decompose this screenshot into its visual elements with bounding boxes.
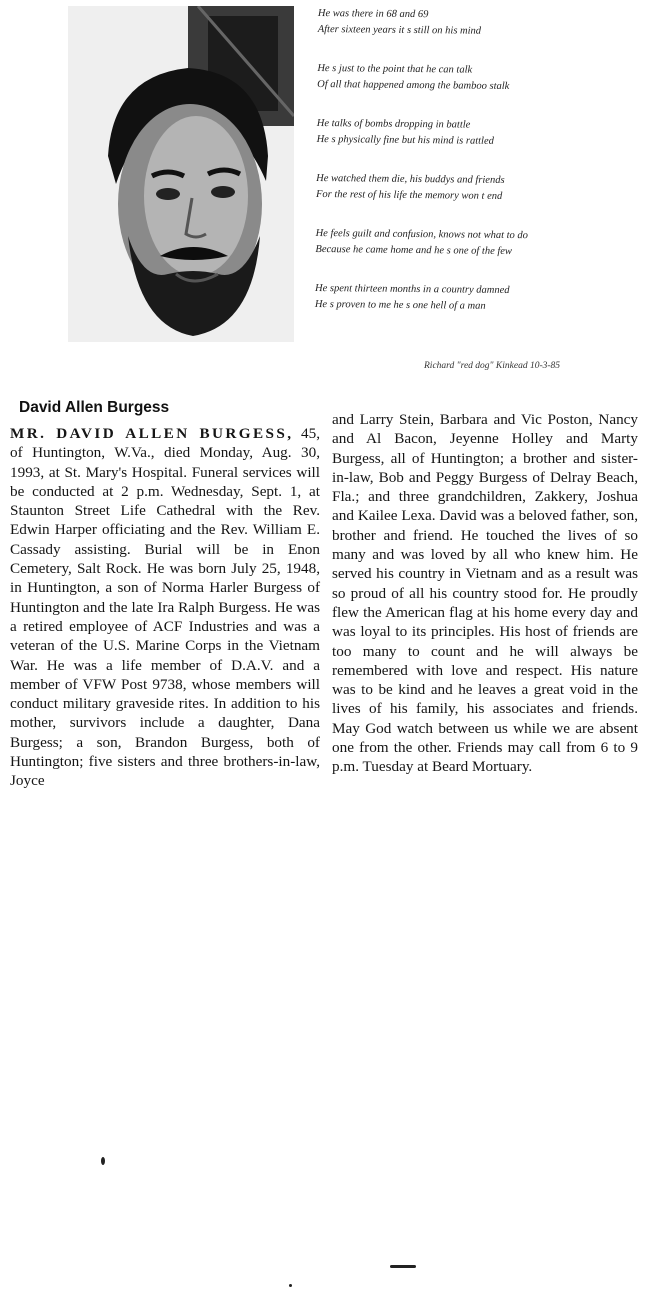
poem-attribution: Richard "red dog" Kinkead 10-3-85: [424, 361, 561, 371]
scan-speck: [101, 1157, 105, 1165]
scan-speck: [289, 1284, 292, 1287]
portrait-photo: [68, 6, 294, 342]
poem-line: After sixteen years it s still on his mind: [317, 23, 482, 37]
poem-stanza-3: [317, 116, 647, 151]
obituary-column-2-text: and Larry Stein, Barbara and Vic Poston, Nancy and Al Bacon, Jeyenne Holley and Marty Burgess, all of Huntington; a brother and sister-in-law, Bob and Peggy Burgess of Delray Beach, Fla.; and three grandchildren, Zakkery, Joshua and Kailee Lexa. David was a beloved father, son, brother and friend. He touched the lives of so many and was loved by all who knew him. He served his country in Vietnam and as a result was so proud of all his country stood for. He proudly flew the American flag at his home every day and was loyal to its principles. His host of friends are too many to count and he will always be remembered with love and respect. His nature was to be kind and he leaves a great void in the lives of his family, his associates and friends. May God watch between us while we are absent one from the other. Friends may call from 6 to 9 p.m. Tuesday at Beard Mortuary.: [332, 411, 638, 776]
poem-line: Because he came home and he s one of the few: [315, 243, 513, 258]
poem-line: He talks of bombs dropping in battle: [316, 117, 471, 131]
obituary-column-1: [10, 424, 320, 791]
poem-line: He s just to the point that he can talk: [317, 62, 473, 76]
poem: [315, 6, 648, 339]
poem-stanza-2: [317, 61, 647, 96]
poem-line: He s proven to me he s one hell of a man: [314, 298, 486, 312]
poem-stanza-4: [316, 171, 646, 206]
portrait-illustration: [68, 6, 294, 342]
poem-stanza-6: [315, 281, 645, 316]
obituary-lead-name: MR. DAVID ALLEN BURGESS,: [10, 425, 294, 442]
poem-line: He s physically fine but his mind is rattled: [316, 133, 494, 147]
poem-line: He spent thirteen months in a country damned: [314, 282, 510, 297]
poem-line: He watched them die, his buddys and friends: [316, 172, 505, 186]
obituary-headline: David Allen Burgess: [19, 399, 170, 416]
scan-speck: [390, 1265, 416, 1268]
poem-line: He feels guilt and confusion, knows not what to do: [315, 227, 528, 242]
poem-stanza-5: [315, 226, 645, 261]
poem-stanza-1: [318, 6, 648, 41]
obituary-column-1-text: 45, of Huntington, W.Va., died Monday, Aug. 30, 1993, at St. Mary's Hospital. Funeral services will be conducted at 2 p.m. Wednesday, Sept. 1, at Staunton Street Life Cathedral with the Rev. Edwin Harper officiating and the Rev. William E. Cassady assisting. Burial will be in Enon Cemetery, Salt Rock. He was born July 25, 1948, in Huntington, a son of Norma Harler Burgess of Huntington and the late Ira Ralph Burgess. He was a retired employee of ACF Industries and was a veteran of the U.S. Marine Corps in the Vietnam War. He was a life member of D.A.V. and a member of VFW Post 9738, whose members will conduct military graveside rites. In addition to his mother, survivors include a daughter, Dana Burgess; a son, Brandon Burgess, both of Huntington; five sisters and three brothers-in-law, Joyce: [10, 425, 320, 790]
poem-line: He was there in 68 and 69: [317, 7, 429, 21]
poem-line: For the rest of his life the memory won t end: [315, 188, 503, 202]
obituary-column-2: [332, 410, 638, 777]
poem-line: Of all that happened among the bamboo stalk: [317, 78, 510, 93]
